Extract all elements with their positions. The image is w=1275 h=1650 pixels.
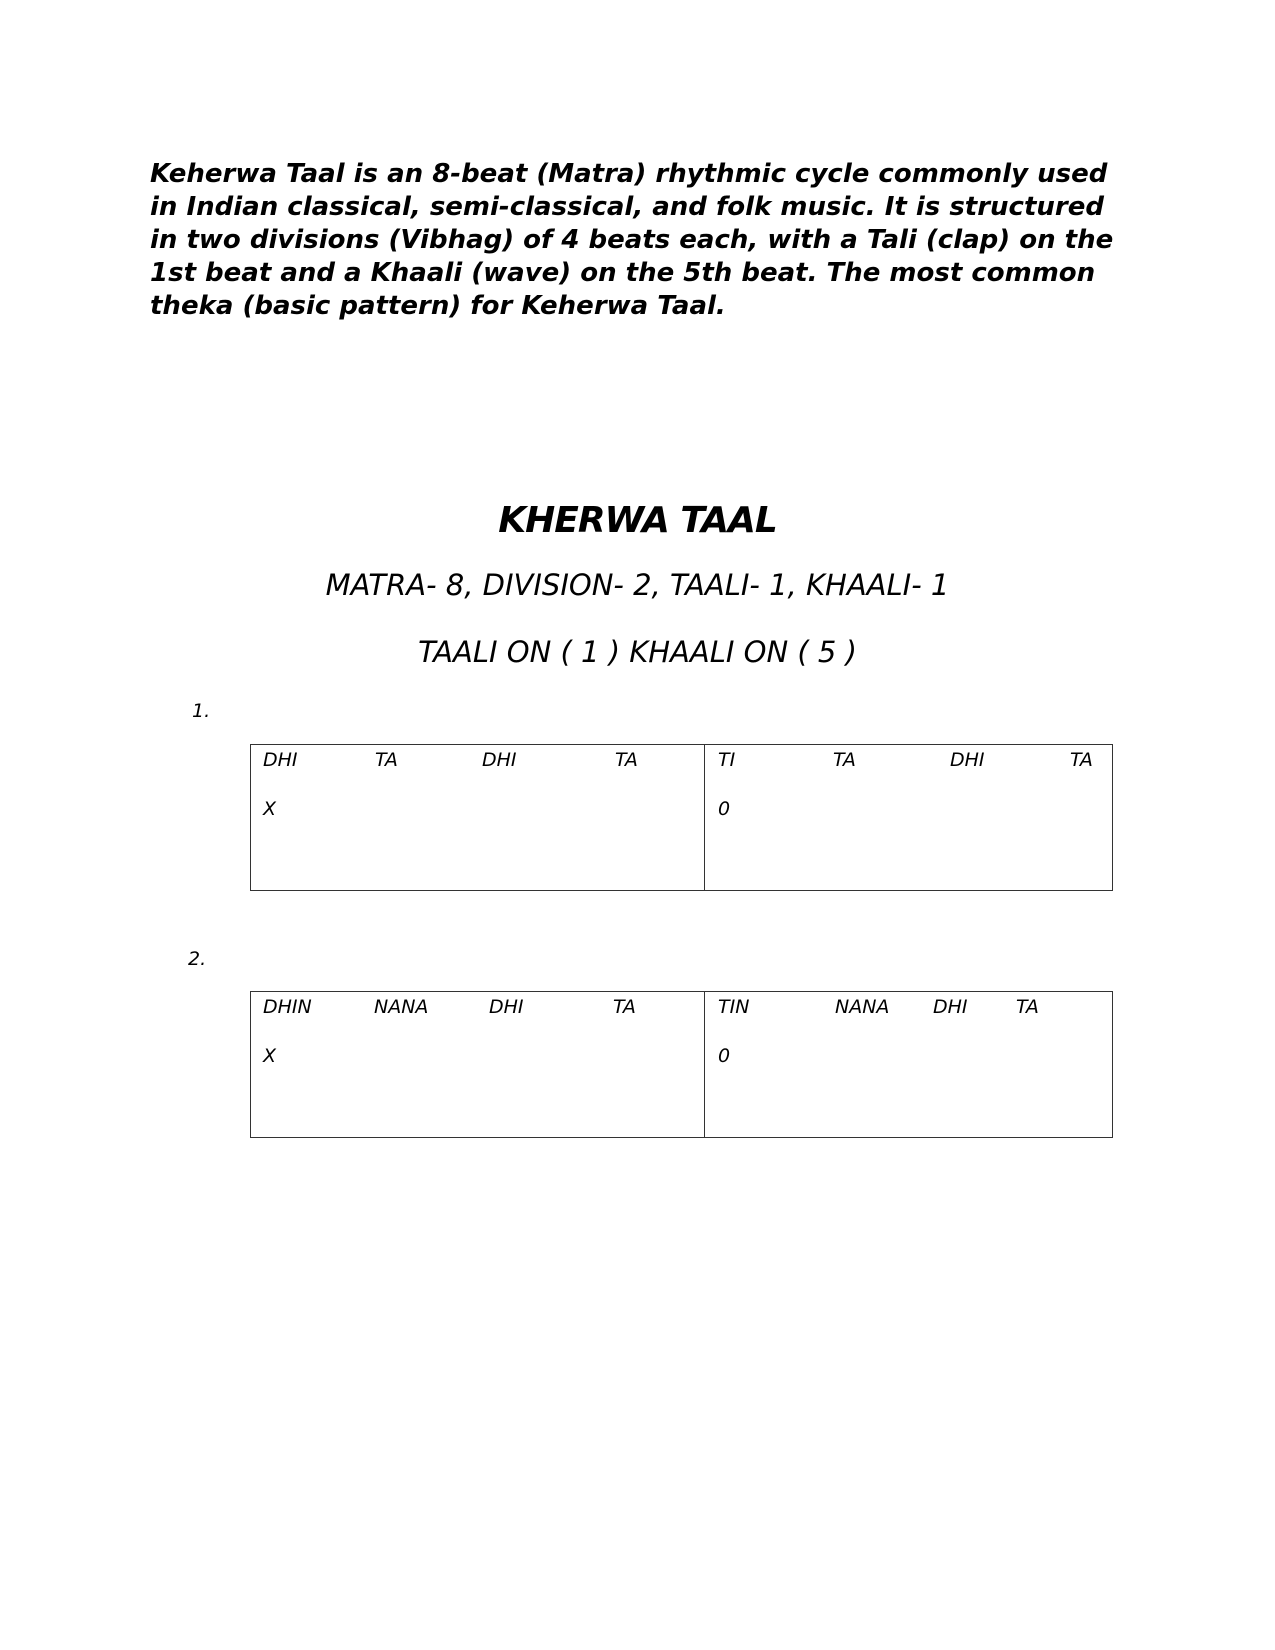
taali-mark: X: [263, 798, 277, 820]
bol: DHIN: [263, 996, 312, 1018]
bol: TI: [718, 749, 736, 771]
bol: NANA: [374, 996, 429, 1018]
bol: TA: [615, 749, 638, 771]
khaali-mark: 0: [718, 1045, 731, 1067]
vibhag-2-cell: [705, 992, 1112, 1137]
theka-table: [250, 744, 1113, 891]
vibhag-2-cell: [705, 745, 1112, 890]
taali-mark: X: [263, 1045, 277, 1067]
vibhag-1-cell: [251, 992, 705, 1137]
taali-khaali-positions: TAALI ON ( 1 ) KHAALI ON ( 5 ): [418, 635, 857, 669]
bol: NANA: [835, 996, 890, 1018]
bol: TA: [613, 996, 636, 1018]
bol: TA: [1070, 749, 1093, 771]
bol: TA: [375, 749, 398, 771]
vibhag-1-cell: [251, 745, 705, 890]
bol: DHI: [263, 749, 298, 771]
bol: DHI: [933, 996, 968, 1018]
theka-number: 1.: [192, 700, 211, 722]
bol: TA: [833, 749, 856, 771]
khaali-mark: 0: [718, 798, 731, 820]
theka-table: [250, 991, 1113, 1138]
bol: DHI: [950, 749, 985, 771]
theka-number: 2.: [188, 948, 207, 970]
page-title: KHERWA TAAL: [498, 500, 777, 541]
bol: TA: [1016, 996, 1039, 1018]
intro-paragraph: Keherwa Taal is an 8-beat (Matra) rhythmic cycle commonly used in Indian classical, semi-classical, and folk music. It is structured in two divisions (Vibhag) of 4 beats each, with a Tali (clap) on the 1st beat and a Khaali (wave) on the 5th beat. The most common theka (basic pattern) for Keherwa Taal.: [150, 159, 1114, 321]
bol: DHI: [489, 996, 524, 1018]
bol: TIN: [718, 996, 750, 1018]
bol: DHI: [482, 749, 517, 771]
taal-summary: MATRA- 8, DIVISION- 2, TAALI- 1, KHAALI- 1: [325, 568, 950, 602]
